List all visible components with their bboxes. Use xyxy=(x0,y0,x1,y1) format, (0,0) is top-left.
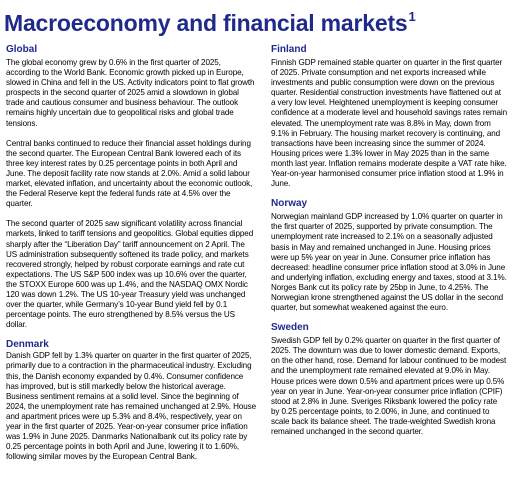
right-column xyxy=(271,44,507,437)
page-title-text: Macroeconomy and financial markets xyxy=(4,10,408,36)
footnote-marker: 1 xyxy=(408,9,416,24)
section-global xyxy=(6,44,256,330)
section-finland xyxy=(271,44,507,189)
section-heading-finland: Finland xyxy=(271,44,307,55)
sweden-paragraph-1: Swedish GDP fell by 0.2% quarter on quarter in the first quarter of 2025. The downturn was due to lower domestic demand. Exports, on the other hand, rose. Demand for labour continued to be modest and the unemployment rate remained elevated at 9.0% in May. House prices were down 0.5% and apartment prices were up 0.5% year on year in June. Year-on-year consumer price inflation (CPIF) stood at 2.8% in June. Sveriges Riksbank lowered the policy rate by 0.25 percentage points, to 2.00%, in June, and continued to scale back its balance sheet. The trade-weighted Swedish krona remained unchanged in the second quarter. xyxy=(271,336,507,436)
page-title xyxy=(4,3,416,37)
global-paragraph-2: Central banks continued to reduce their financial asset holdings during the second quarter. The European Central Bank lowered each of its three key interest rates by 0.25 percentage points in both April and June. The deposit facility rate now stands at 2.0%. Amid a solid labour market, elevated inflation, and uncertainty about the economic outlook, the Federal Reserve kept the federal funds rate at 4.5% over the quarter. xyxy=(6,138,253,209)
denmark-paragraph-1: Danish GDP fell by 1.3% quarter on quarter in the first quarter of 2025, primarily due to a contraction in the pharmaceutical industry. Excluding this, the Danish economy expanded by 0.4%. Consumer confidence has improved, but is still markedly below the historical average. Business sentiment remains at a solid level. Since the beginning of 2024, the unemployment rate has remained unchanged at 2.9%. House and apartment prices were up 5.3% and 8.4%, respectively, year on year in the first quarter of 2025. Year-on-year consumer price inflation was 1.9% in June 2025. Danmarks Nationalbank cut its policy rate by 0.25 percentage points in both April and June, lowering it to 1.60%, following similar moves by the European Central Bank. xyxy=(6,351,256,462)
global-paragraph-1: The global economy grew by 0.6% in the first quarter of 2025, according to the World Bank. Economic growth picked up in Europe, slowed in China and fell in the US. Activity indicators point to flat growth prospects in the second quarter of 2025 amid a slowdown in global trade and cautious consumer and business behaviour. The outlook remains highly uncertain due to geopolitical risks and global trade tensions. xyxy=(6,58,255,128)
section-norway xyxy=(271,198,507,313)
section-heading-sweden: Sweden xyxy=(271,322,309,334)
global-paragraph-3: The second quarter of 2025 saw significant volatility across financial markets, linked to tariff tensions and geopolitics. Global equities dipped sharply after the “Liberation Day” tariff announcement on 2 April. The US administration subsequently softened its trade policy, and markets recovered strongly, helped by robust corporate earnings and rate cut expectations. The US S&P 500 index was up 10.6% over the quarter, the STOXX Europe 600 was up 1.4%, and the NASDAQ OMX Nordic 120 was down 1.2%. The US 10-year Treasury yield was unchanged over the quarter, while Germany’s 10-year Bund yield fell by 0.1 percentage points. The euro strengthened by 8.5% versus the US dollar. xyxy=(6,219,254,330)
section-heading-denmark: Denmark xyxy=(6,339,49,351)
section-heading-global: Global xyxy=(6,44,38,55)
section-sweden xyxy=(271,322,507,437)
section-heading-norway: Norway xyxy=(271,198,308,210)
left-column xyxy=(6,44,256,462)
section-denmark xyxy=(6,339,256,462)
norway-paragraph-1: Norwegian mainland GDP increased by 1.0% quarter on quarter in the first quarter of 2025, supported by private consumption. The unemployment rate increased to 2.1% on a seasonally adjusted basis in May and remained unchanged in June. Housing prices were up 5% year on year in June. Consumer price inflation has decreased: headline consumer price inflation stood at 3.0% in June and underlying inflation, excluding energy and taxes, stood at 3.1%. Norges Bank cut its policy rate by 25bp in June, to 4.25%. The Norwegian krone strengthened against the US dollar in the second quarter, but somewhat weakened against the euro. xyxy=(271,212,507,313)
finland-paragraph-1: Finnish GDP remained stable quarter on quarter in the first quarter of 2025. Private consumption and net exports increased while investments and public consumption were down on the previous quarter. Residential construction investments have flattened out at a very low level. Heightened unemployment is keeping consumer confidence at a moderate level and household savings rates remain elevated. The unemployment rate was 8.8% in May, down from 9.1% in February. The housing market recovery is continuing, and transactions have been increasing since the summer of 2024. Housing prices were 1.3% lower in May 2025 than in the same month last year. Inflation remains moderate despite a VAT rate hike. Year-on-year harmonised consumer price inflation stood at 1.9% in June. xyxy=(271,58,508,189)
